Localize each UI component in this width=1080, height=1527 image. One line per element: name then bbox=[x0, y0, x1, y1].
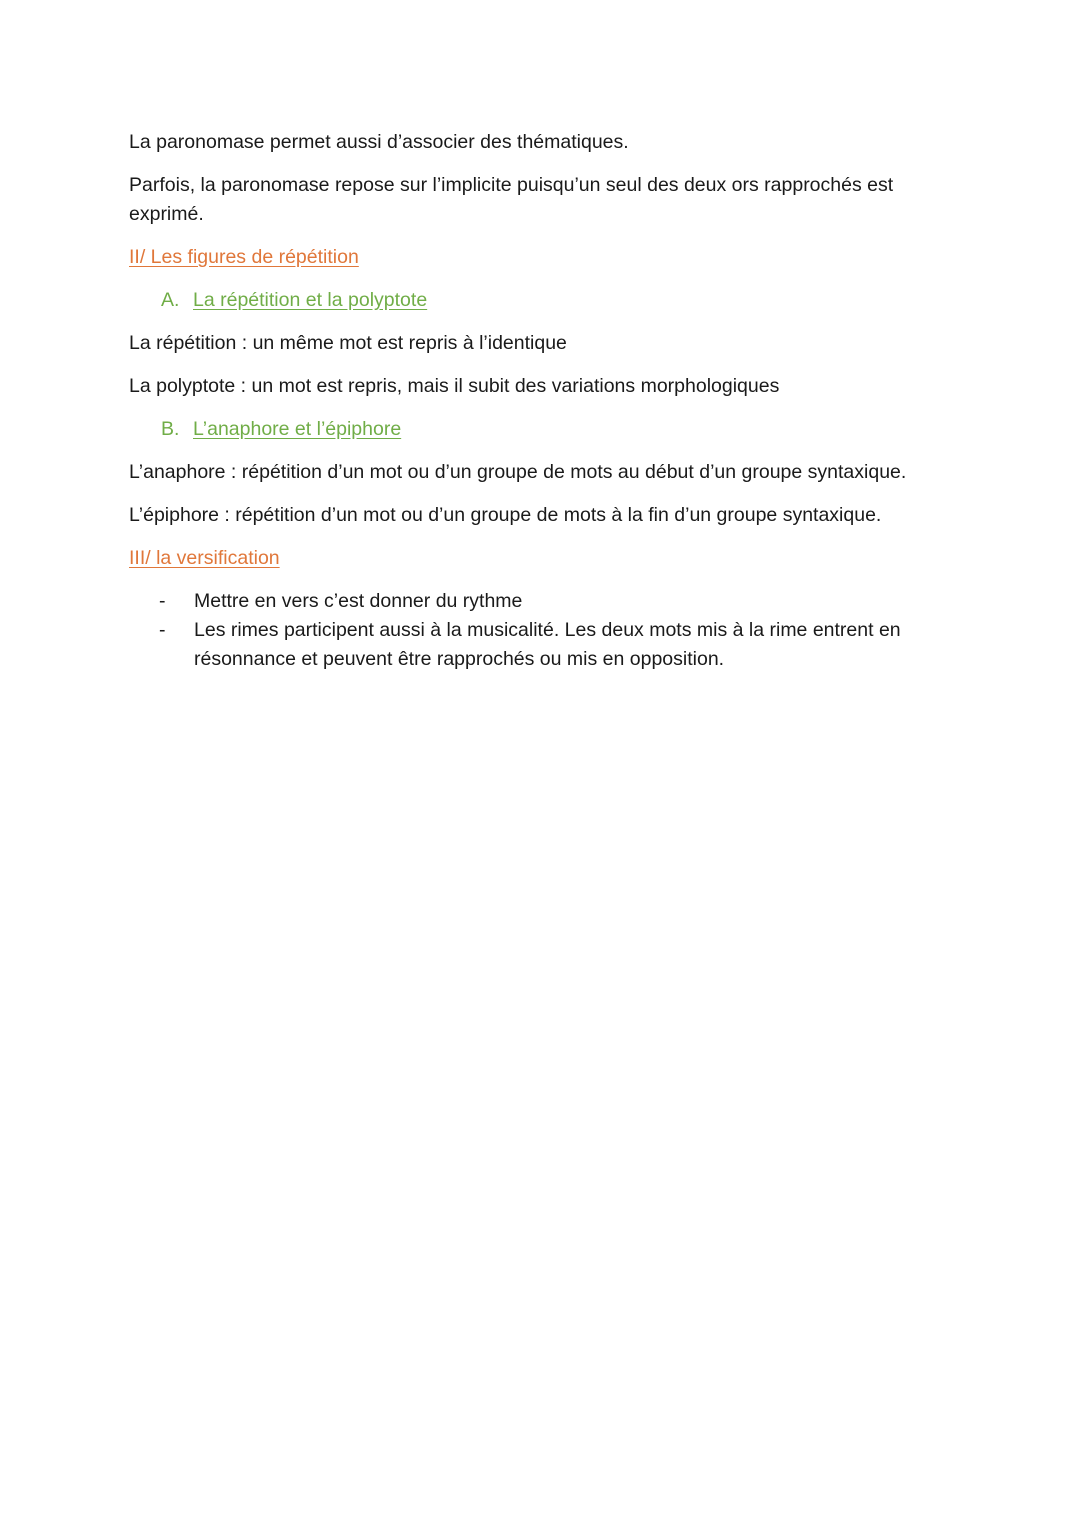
subsection-a-title: La répétition et la polyptote bbox=[193, 289, 428, 311]
section-3-heading: III/ la versification bbox=[129, 547, 280, 569]
epiphore-definition: L’épiphore : répétition d’un mot ou d’un groupe de mots à la fin d’un groupe syntaxique. bbox=[129, 504, 882, 526]
document-page bbox=[129, 128, 959, 674]
subsection-a-letter: A. bbox=[161, 289, 180, 311]
anaphore-definition: L’anaphore : répétition d’un mot ou d’un groupe de mots au début d’un groupe syntaxique. bbox=[129, 461, 907, 483]
intro-paragraph-2: Parfois, la paronomase repose sur l’implicite puisqu’un seul des deux ors rapprochés est exprimé. bbox=[129, 174, 894, 225]
list-item-text: Mettre en vers c’est donner du rythme bbox=[194, 590, 523, 612]
subsection-a-heading bbox=[161, 286, 959, 315]
polyptote-definition: La polyptote : un mot est repris, mais il subit des variations morphologiques bbox=[129, 375, 780, 397]
list-item bbox=[129, 587, 959, 616]
list-item-text: Les rimes participent aussi à la musicalité. Les deux mots mis à la rime entrent en résonnance et peuvent être rapprochés ou mis en opposition. bbox=[194, 619, 901, 670]
list-item bbox=[129, 616, 959, 674]
intro-paragraph-1: La paronomase permet aussi d’associer des thématiques. bbox=[129, 131, 629, 153]
section-2-heading: II/ Les figures de répétition bbox=[129, 246, 359, 268]
repetition-definition: La répétition : un même mot est repris à l’identique bbox=[129, 332, 567, 354]
subsection-b-title: L’anaphore et l’épiphore bbox=[193, 418, 402, 440]
subsection-b-letter: B. bbox=[161, 418, 180, 440]
bullet-dash: - bbox=[159, 590, 166, 612]
subsection-b-heading bbox=[161, 415, 959, 444]
bullet-dash: - bbox=[159, 619, 166, 641]
versification-list bbox=[129, 587, 959, 674]
